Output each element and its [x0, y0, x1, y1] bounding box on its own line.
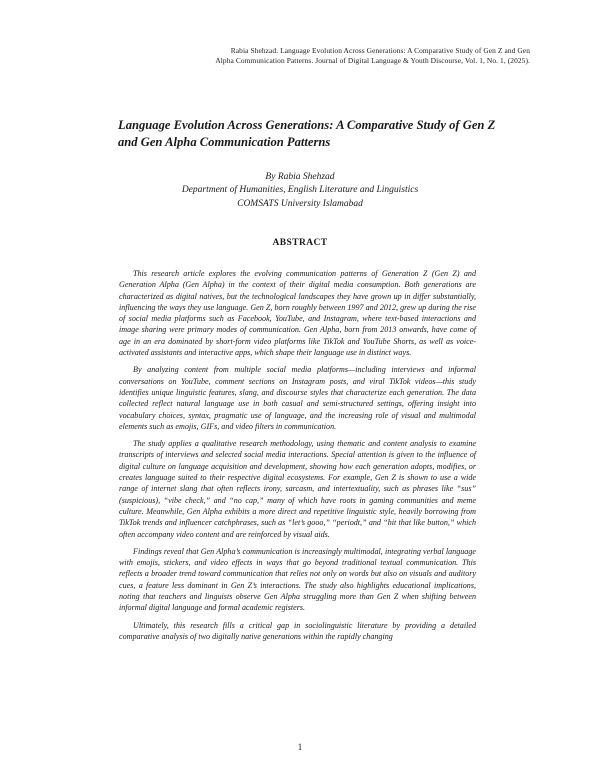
affiliation-university: COMSATS University Islamabad [237, 199, 363, 209]
paper-title: Language Evolution Across Generations: A Comparative Study of Gen Z and Gen Alpha Communication Patterns [118, 118, 496, 149]
author-line: By Rabia Shehzad [265, 172, 335, 182]
running-head-line-2: Alpha Communication Patterns. Journal of Digital Language & Youth Discourse, Vol. 1, No. 1, (2025). [215, 56, 530, 65]
affiliation-department: Department of Humanities, English Literature and Linguistics [181, 185, 419, 195]
abstract-paragraph-3: The study applies a qualitative research methodology, using thematic and content analysis to examine transcripts of interviews and selected social media interactions. Special attention is given to the influence of digital culture on language acquisition and development, showing how each generation adopts, modifies, or creates language suited to their respective digital ecosystems. For example, Gen Z is shown to use a wide range of internet slang that often reflects irony, sarcasm, and intertextuality, such as phrases like “sus” (suspicious), “vibe check,” and “no cap,” many of which have roots in gaming communities and meme culture. Meanwhile, Gen Alpha exhibits a more direct and repetitive linguistic style, heavily borrowing from TikTok trends and influencer catchphrases, such as “let’s gooo,” “periodt,” and “hit that like button,” which often accompany video content and are reinforced by visual aids. [119, 439, 476, 539]
page-number: 1 [297, 742, 303, 752]
abstract-paragraph-2: By analyzing content from multiple social media platforms—including interviews and informal conversations on YouTube, comment sections on Instagram posts, and viral TikTok videos—this study identifies unique linguistic features, slang, and discourse styles that characterize each generation. The data collected reflect natural language use in both casual and semi-structured settings, offering insight into vocabulary choices, syntax, pragmatic use of language, and the increasing role of visual and multimodal elements such as emojis, GIFs, and video filters in communication. [119, 365, 476, 431]
abstract-body [119, 268, 476, 648]
running-head-line-1: Rabia Shehzad. Language Evolution Across Generations: A Comparative Study of Gen Z and Gen [230, 46, 530, 55]
abstract-paragraph-4: Findings reveal that Gen Alpha’s communication is increasingly multimodal, integrating verbal language with emojis, stickers, and video effects in ways that go beyond traditional textual communication. This reflects a broader trend toward communication that relies not only on words but also on visuals and auditory cues, a feature less dominant in Gen Z’s interactions. The study also highlights educational implications, noting that teachers and linguists observe Gen Alpha struggling more than Gen Z when shifting between informal digital language and formal academic registers. [119, 546, 476, 613]
abstract-paragraph-1: This research article explores the evolving communication patterns of Generation Z (Gen Z) and Generation Alpha (Gen Alpha) in the context of their digital media consumption. Both generations are characterized as digital natives, but the technological landscapes they have grown up in differ substantially, influencing the ways they use language. Gen Z, born roughly between 1997 and 2012, grew up during the rise of social media platforms such as Facebook, YouTube, and Instagram, where text-based interactions and image sharing were primary modes of communication. Gen Alpha, born from 2013 onwards, have come of age in an era dominated by short-form video platforms like TikTok and YouTube Shorts, as well as voice-activated assistants and interactive apps, which shape their language use in distinct ways. [119, 269, 476, 358]
abstract-heading: ABSTRACT [272, 238, 328, 248]
running-head [70, 46, 530, 66]
abstract-paragraph-5: Ultimately, this research fills a critical gap in sociolinguistic literature by providing a detailed comparative analysis of two digitally native generations within the rapidly changing [119, 620, 476, 641]
